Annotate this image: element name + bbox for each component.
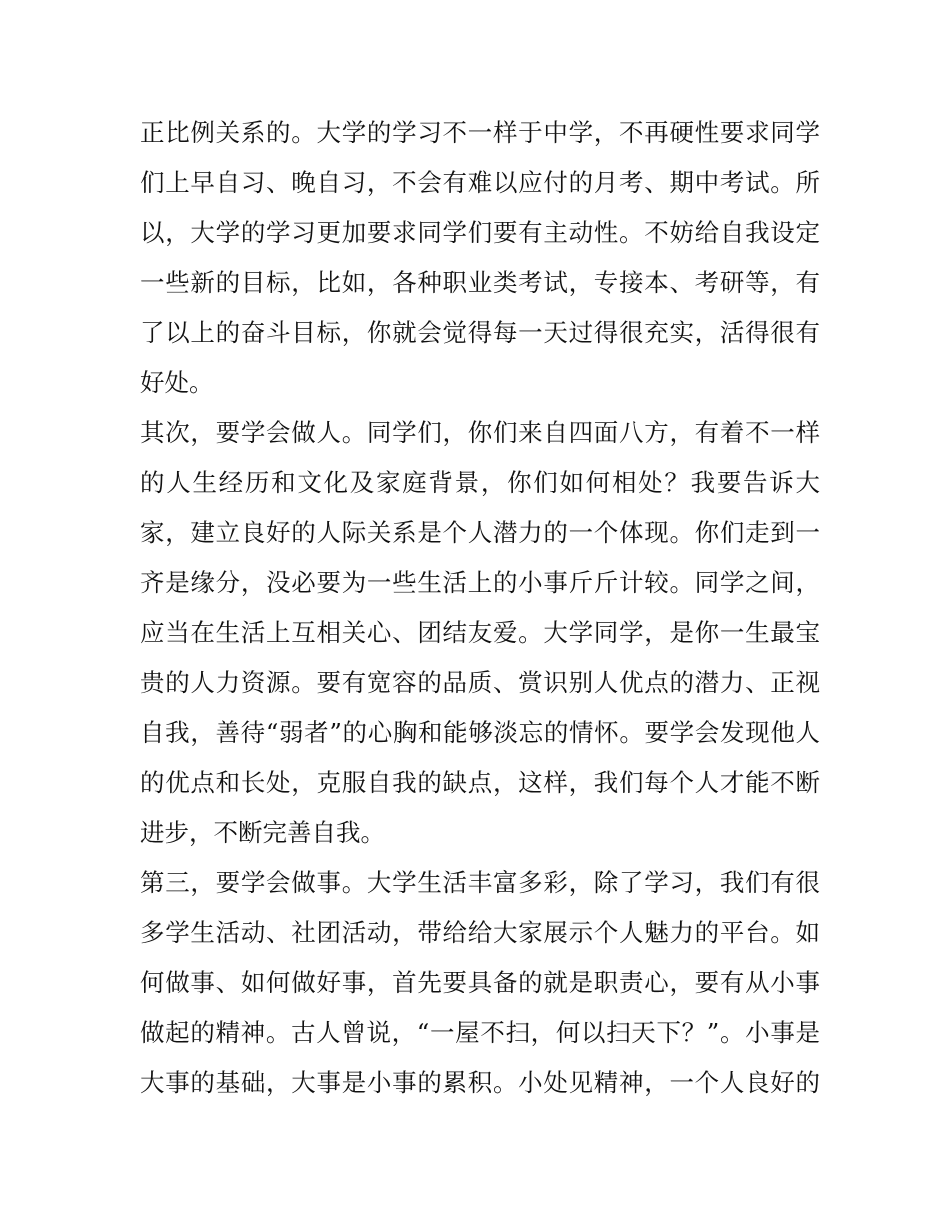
text-line: 齐是缘分，没必要为一些生活上的小事斤斤计较。同学之间， bbox=[140, 568, 820, 597]
text-line: 应当在生活上互相关心、团结友爱。大学同学，是你一生最宝 bbox=[140, 618, 820, 647]
text-line: 做起的精神。古人曾说，“一屋不扫，何以扫天下？”。小事是 bbox=[140, 1018, 820, 1047]
paragraph-study bbox=[140, 108, 820, 408]
text-line: 正比例关系的。大学的学习不一样于中学，不再硬性要求同学 bbox=[140, 118, 820, 147]
text-line: 自我，善待“弱者”的心胸和能够淡忘的情怀。要学会发现他人 bbox=[140, 718, 820, 747]
text-line: 大事的基础，大事是小事的累积。小处见精神，一个人良好的 bbox=[140, 1068, 820, 1097]
paragraph-work bbox=[140, 858, 820, 1108]
text-line: 家，建立良好的人际关系是个人潜力的一个体现。你们走到一 bbox=[140, 518, 820, 547]
text-line: 好处。 bbox=[140, 368, 214, 397]
text-line: 何做事、如何做好事，首先要具备的就是职责心，要有从小事 bbox=[140, 968, 820, 997]
text-line: 第三，要学会做事。大学生活丰富多彩，除了学习，我们有很 bbox=[140, 868, 820, 897]
text-line: 贵的人力资源。要有宽容的品质、赏识别人优点的潜力、正视 bbox=[140, 668, 820, 697]
text-line: 多学生活动、社团活动，带给给大家展示个人魅力的平台。如 bbox=[140, 918, 820, 947]
text-line: 们上早自习、晚自习，不会有难以应付的月考、期中考试。所 bbox=[140, 168, 820, 197]
text-line: 的优点和长处，克服自我的缺点，这样，我们每个人才能不断 bbox=[140, 768, 820, 797]
text-line: 的人生经历和文化及家庭背景，你们如何相处？我要告诉大 bbox=[140, 468, 820, 497]
text-line: 以，大学的学习更加要求同学们要有主动性。不妨给自我设定 bbox=[140, 218, 820, 247]
text-line: 进步，不断完善自我。 bbox=[140, 818, 385, 847]
text-line: 其次，要学会做人。同学们，你们来自四面八方，有着不一样 bbox=[140, 418, 820, 447]
text-line: 了以上的奋斗目标，你就会觉得每一天过得很充实，活得很有 bbox=[140, 318, 820, 347]
document-body bbox=[140, 108, 820, 1108]
text-line: 一些新的目标，比如，各种职业类考试，专接本、考研等，有 bbox=[140, 268, 820, 297]
paragraph-conduct bbox=[140, 408, 820, 858]
